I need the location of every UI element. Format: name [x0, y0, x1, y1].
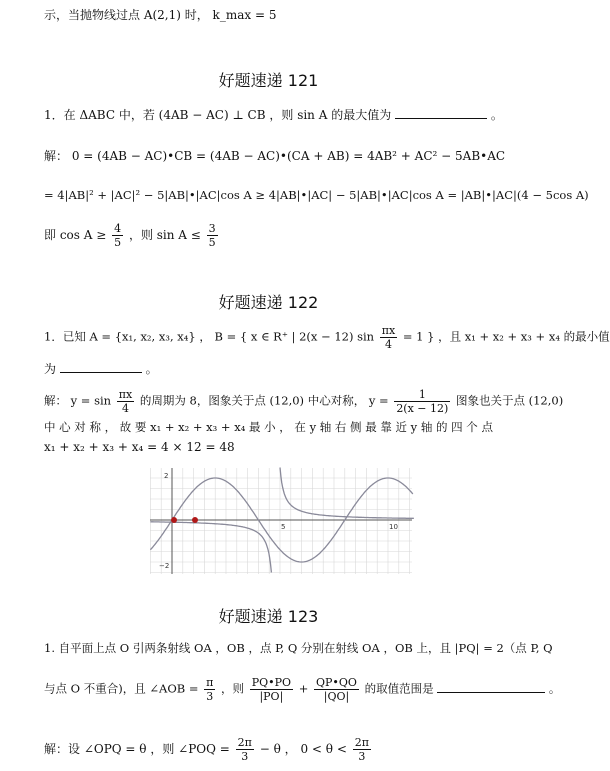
frac-den: 5 [208, 236, 216, 249]
solution-122-line2: 中 心 对 称 ， 故 要 x₁ + x₂ + x₃ + x₄ 最 小 ， 在 y 轴 右 侧 最 靠 近 y 轴 的 四 个 点 [44, 420, 493, 434]
y-tick-neg2: −2 [159, 562, 170, 570]
frac-den: 4 [384, 338, 392, 351]
frac-num: 2π [354, 736, 369, 749]
frac-num: π [206, 676, 214, 689]
fraction-1-over-2x-12 [394, 388, 450, 415]
sol-122-c: 图象也关于点 (12,0) [455, 393, 564, 408]
section-title-122: 好题速递 122 [218, 293, 319, 312]
intro-line: 示，当抛物线过点 A(2,1) 时， k_max = 5 [44, 8, 277, 22]
function-graph [150, 468, 412, 574]
solution-123-line1 [44, 736, 373, 763]
frac-den: 4 [121, 402, 129, 415]
frac-num: πx [381, 324, 396, 337]
frac-den: 2(x − 12) [396, 402, 449, 415]
frac-num: 1 [394, 388, 450, 402]
solution-121-line1: 解： 0 = (4AB − AC)•CB = (4AB − AC)•(CA + AB) = 4AB² + AC² − 5AB•AC [44, 149, 506, 163]
fraction-pix-4-sol [117, 388, 134, 415]
prob-123-2b: ，则 [221, 681, 245, 696]
x-tick-5: 5 [281, 523, 286, 531]
frac-num: 4 [114, 222, 122, 235]
prob-123-2c: 的取值范围是 [364, 681, 434, 696]
solution-122-line1 [44, 388, 563, 415]
x-tick-10: 10 [389, 523, 398, 531]
frac-den: 3 [206, 690, 214, 703]
fraction-3-5 [207, 222, 218, 249]
prob-123-2a: 与点 O 不重合)，且 ∠AOB = [44, 681, 199, 696]
intersection-point-2 [192, 517, 198, 523]
problem-123-line1: 1. 自平面上点 O 引两条射线 OA ，OB ，点 P, Q 分别在射线 OA ，OB 上，且 |PQ| = 2（点 P, Q [44, 641, 553, 655]
frac-num: QP•QO [315, 676, 357, 689]
frac-den: |QO| [323, 690, 350, 703]
answer-blank-123 [437, 692, 545, 693]
sol-122-b: 的周期为 8，图象关于点 (12,0) 中心对称， y = [139, 393, 389, 408]
frac-den: 5 [114, 236, 122, 249]
prob-122-b: = 1 } ，且 x₁ + x₂ + x₃ + x₄ 的最小值 [402, 329, 610, 344]
prob-122-c: 为 [44, 362, 57, 376]
fraction-4-5 [112, 222, 123, 249]
problem-122-line2 [44, 360, 158, 378]
fraction-pi-3 [204, 676, 215, 703]
frac-num: PQ•PO [251, 676, 292, 689]
frac-den: 3 [358, 750, 366, 763]
prob-123-end: 。 [548, 681, 561, 696]
frac-den: |PO| [259, 690, 284, 703]
problem-122-line1 [44, 324, 610, 351]
section-title-121: 好题速递 121 [218, 71, 319, 90]
sol-121-3b: ，则 sin A ≤ [128, 228, 201, 242]
solution-122-line3: x₁ + x₂ + x₃ + x₄ = 4 × 12 = 48 [44, 440, 235, 454]
fraction-qp-qo [314, 676, 359, 703]
fraction-pq-po [250, 676, 293, 703]
answer-blank-122 [60, 372, 142, 373]
graph-canvas [150, 468, 412, 574]
prob-122-end: 。 [145, 362, 158, 376]
frac-num: 3 [208, 222, 216, 235]
problem-121-text: 1．在 ΔABC 中，若 (4AB − AC) ⊥ CB ，则 sin A 的最大值为 [44, 108, 392, 122]
solution-121-line3 [44, 222, 220, 249]
problem-121 [44, 106, 503, 124]
fraction-pix-4 [380, 324, 397, 351]
sol-121-3a: 即 cos A ≥ [44, 228, 107, 242]
frac-num: 2π [237, 736, 252, 749]
sol-122-a: 解： y = sin [44, 393, 112, 408]
y-tick-2: 2 [164, 472, 169, 480]
fraction-2pi-3 [236, 736, 254, 763]
intersection-point-1 [171, 517, 177, 523]
sol-123-a: 解：设 ∠OPQ = θ ，则 ∠POQ = [44, 742, 230, 756]
frac-num: πx [118, 388, 133, 401]
plus-sign: + [298, 681, 309, 696]
fraction-2pi-3-b [353, 736, 371, 763]
frac-den: 3 [241, 750, 249, 763]
sol-123-b: − θ ， 0 < θ < [259, 742, 347, 756]
answer-blank-121 [395, 118, 487, 119]
hyperbola-right-branch [280, 468, 414, 519]
section-title-123: 好题速递 123 [218, 607, 319, 626]
prob-122-a: 1．已知 A = {x₁, x₂, x₃, x₄} ， B = { x ∈ R⁺ | 2(x − 12) sin [44, 329, 375, 344]
solution-121-line2: = 4|AB|² + |AC|² − 5|AB|•|AC|cos A ≥ 4|AB|•|AC| − 5|AB|•|AC|cos A = |AB|•|AC|(4 − 5cos A) [44, 188, 589, 202]
problem-121-end: 。 [490, 108, 503, 122]
problem-123-line2 [44, 676, 560, 703]
